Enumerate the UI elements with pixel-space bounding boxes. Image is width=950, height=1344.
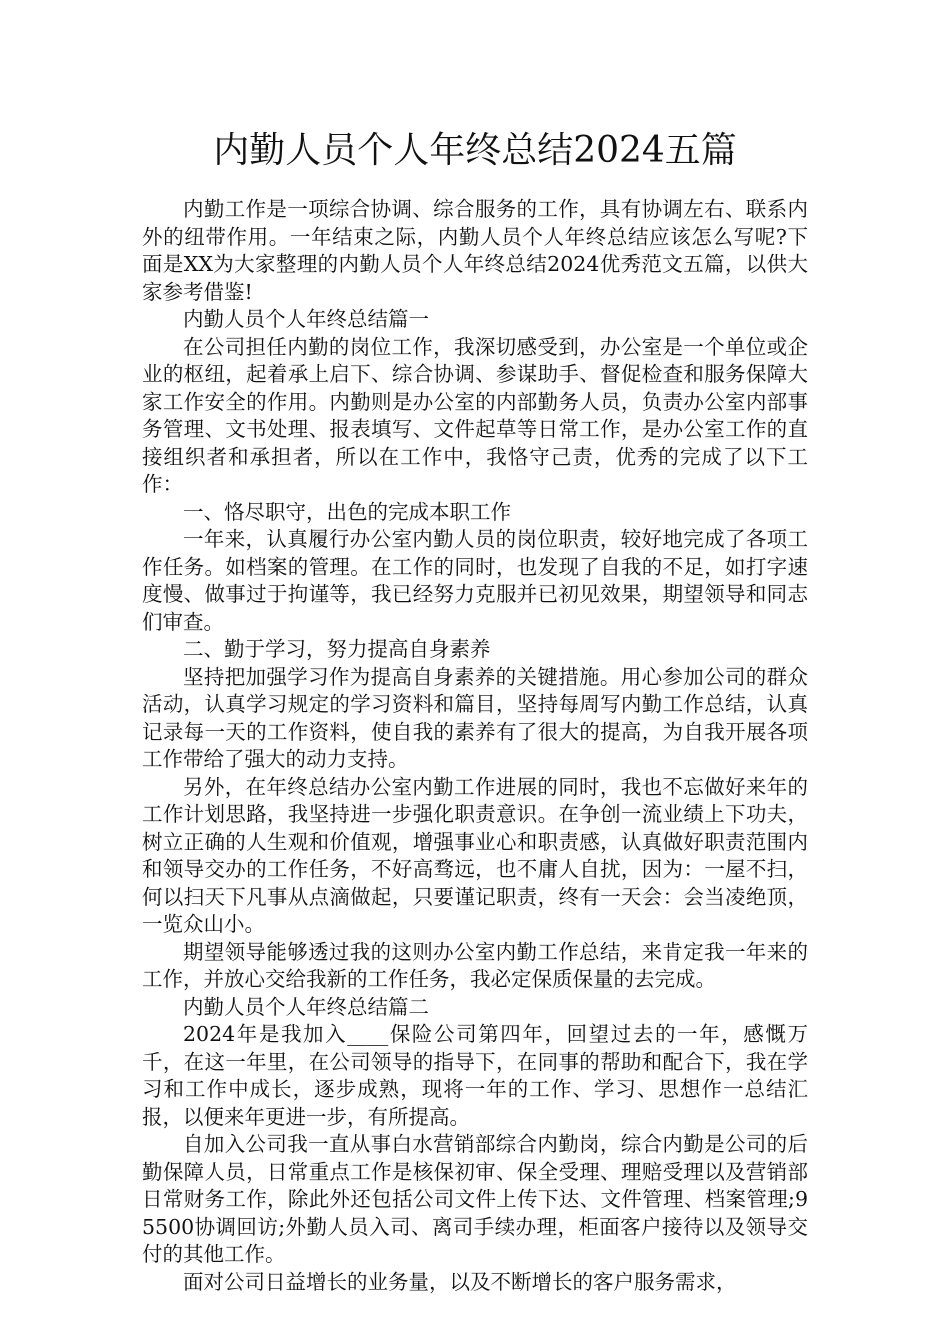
body-paragraph: 面对公司日益增长的业务量，以及不断增长的客户服务需求，: [183, 1269, 737, 1294]
subsection-heading-study: 二、勤于学习，努力提高自身素养: [183, 637, 491, 661]
intro-paragraph: 内勤工作是一项综合协调、综合服务的工作，具有协调左右、联系内外的纽带作用。一年结束之际，内勤人员个人年终总结应该怎么写呢?下面是XX为大家整理的内勤人员个人年终总结2024优秀范文五篇，以供大家参考借鉴!: [142, 197, 808, 304]
section-heading-part-one: 内勤人员个人年终总结篇一: [183, 307, 429, 331]
body-paragraph: 另外，在年终总结办公室内勤工作进展的同时，我也不忘做好来年的工作计划思路，我坚持进一步强化职责意识。在争创一流业绩上下功夫，树立正确的人生观和价值观，增强事业心和职责感，认真做好职责范围内和领导交办的工作任务，不好高骛远，也不庸人自扰，因为：一屋不扫，何以扫天下凡事从点滴做起，只要谨记职责，终有一天会：会当凌绝顶，一览众山小。: [142, 774, 808, 936]
section-heading-part-two: 内勤人员个人年终总结篇二: [183, 994, 429, 1019]
subsection-heading-duty: 一、恪尽职守，出色的完成本职工作: [183, 499, 511, 524]
body-paragraph: 一年来，认真履行办公室内勤人员的岗位职责，较好地完成了各项工作任务。如档案的管理。在工作的同时，也发现了自我的不足，如打字速度慢、做事过于拘谨等，我已经努力克服并已初见效果，期望领导和同志们审查。: [142, 527, 808, 634]
body-paragraph: 坚持把加强学习作为提高自身素养的关键措施。用心参加公司的群众活动，认真学习规定的学习资料和篇目，坚持每周写内勤工作总结，认真记录每一天的工作资料，使自我的素养有了很大的提高，为自我开展各项工作带给了强大的动力支持。: [142, 664, 808, 771]
body-paragraph: 期望领导能够透过我的这则办公室内勤工作总结，来肯定我一年来的工作，并放心交给我新的工作任务，我必定保质保量的去完成。: [142, 939, 808, 991]
body-paragraph: 在公司担任内勤的岗位工作，我深切感受到，办公室是一个单位或企业的枢纽，起着承上启下、综合协调、参谋助手、督促检查和服务保障大家工作安全的作用。内勤则是办公室的内部勤务人员，负责办公室内部事务管理、文书处理、报表填写、文件起草等日常工作，是办公室工作的直接组织者和承担者，所以在工作中，我恪守己责，优秀的完成了以下工作：: [142, 334, 808, 496]
body-paragraph: 2024年是我加入____保险公司第四年，回望过去的一年，感慨万千，在这一年里，在公司领导的指导下，在同事的帮助和配合下，我在学习和工作中成长，逐步成熟，现将一年的工作、学习、思想作一总结汇报，以便来年更进一步，有所提高。: [142, 1022, 808, 1129]
body-paragraph: 自加入公司我一直从事白水营销部综合内勤岗，综合内勤是公司的后勤保障人员，日常重点工作是核保初审、保全受理、理赔受理以及营销部日常财务工作，除此外还包括公司文件上传下达、文件管理、档案管理;95500协调回访;外勤人员入司、离司手续办理，柜面客户接待以及领导交付的其他工作。: [142, 1132, 808, 1266]
document-title: 内勤人员个人年终总结2024五篇: [213, 130, 737, 171]
document-body: [142, 196, 808, 1296]
